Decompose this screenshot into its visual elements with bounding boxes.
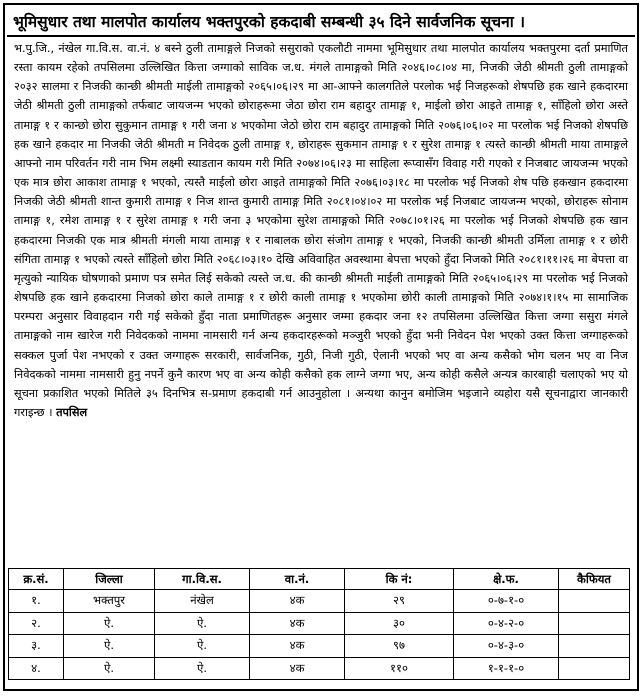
cell-district: ऐ. <box>64 612 155 635</box>
cell-district: ऐ. <box>64 657 155 680</box>
cell-remarks <box>559 590 630 613</box>
cell-district: भक्तपुर <box>64 590 155 613</box>
cell-area: १-१-१-० <box>454 657 559 680</box>
notice-title: भूमिसुधार तथा मालपोत कार्यालय भक्तपुरको हकदाबी सम्बन्धी ३५ दिने सार्वजनिक सूचना । <box>13 13 525 31</box>
notice-body <box>14 39 628 422</box>
header-ward: वा.नं. <box>250 569 345 590</box>
cell-ward: ४क <box>250 612 345 635</box>
header-area: क्षे.फ. <box>454 569 559 590</box>
cell-ward: ४क <box>250 590 345 613</box>
cell-area: ०-४-२-० <box>454 612 559 635</box>
cell-serial: ४. <box>9 657 64 680</box>
cell-plot-no: २९ <box>345 590 454 613</box>
header-remarks: कैफियत <box>559 569 630 590</box>
table-header-row <box>9 569 630 590</box>
cell-serial: २. <box>9 612 64 635</box>
title-divider <box>7 35 635 37</box>
cell-vdc: नंखेल <box>155 590 250 613</box>
cell-plot-no: ३० <box>345 612 454 635</box>
table-row <box>9 657 630 680</box>
cell-vdc: ऐ. <box>155 612 250 635</box>
header-district: जिल्ला <box>64 569 155 590</box>
cell-serial: ३. <box>9 635 64 658</box>
cell-ward: ४क <box>250 657 345 680</box>
header-serial: क्र.सं. <box>9 569 64 590</box>
table-row <box>9 590 630 613</box>
header-vdc: गा.वि.स. <box>155 569 250 590</box>
cell-ward: ४क <box>250 635 345 658</box>
cell-area: ०-७-१-० <box>454 590 559 613</box>
cell-area: ०-४-३-० <box>454 635 559 658</box>
cell-vdc: ऐ. <box>155 657 250 680</box>
notice-body-text: भ.पु.जि., नंखेल गा.वि.स. वा.नं. ४ बस्ने ठुली तामाङ्गले निजको ससुराको एकलौटी नाममा भूमिसुधार तथा मालपोत कार्यालय भक्तपुरमा दर्ता प्रमाणित रस्ता कायम रहेको तपसिलमा उल्लिखित कित्ता जग्गाको साविक ज.ध. मंगले तामाङ्गको मिति २०४६।०८।०४ मा, निजकी जेठी श्रीमती ठुली तामाङ्गको २०३२ सालमा र निजकी कान्छी श्रीमती माईली तामाङ्गको २०६५।०६।२९ मा आ-आफ्ने कालगतिले परलोक भई निजहरूको शेषपछि हक खाने हकदारमा जेठी श्रीमती ठुली तामाङ्गको तर्फबाट जायजन्म भएको छोराहरूमा जेठा छोरा राम बहादुर तामाङ्ग १, माईलो छोरा आइते तामाङ्ग १, साँहिलो छोरा अस्ते तामाङ्ग १ र कान्छो छोरा सुकुमान तामाङ्ग १ गरी जना ४ भएकोमा जेठो छोरा राम बहादुर तामाङ्गको मिति २०७६।०६।०२ मा परलोक भई निजको शेषपछि हक खाने हकदार मा निजकी जेठी श्रीमती म निवेदक ठुली तामाङ्ग १, छोराहरू सुकमान तामाङ्ग १ र सुरेश तामाङ्ग १ त्यस्ते कान्छी श्रीमती माया तामाङ्गले आफ्नो नाम परिवर्तन गरी नाम भिम लक्ष्मी स्याडतान कायम गरी मिति २०७४।०६।२३ मा साहिला रूप्वासँग विवाह गरी गएको र निजबाट जायजन्म भएको एक मात्र छोरा आकाश तामाङ्ग १ भएको, त्यस्तै माईलो छोरा आइते तामाङ्गको मिति २०७६।०३।१८ मा परलोक भई निजको शेष पछि हकखान हकदारमा निजकी जेठी श्रीमती शान्त कुमारी तामाङ्ग १ निज शान्त कुमारी तामाङ्ग मिति २०८१।०४।०२ मा परलोक भई निजबाट जायजन्म भएको, छोराहरू सोनाम तामाङ्ग १, रमेश तामाङ्ग १ र सुरेश तामाङ्ग १ गरी जना ३ भएकोमा सुरेश तामाङ्गको मिति २०७८।०१।२६ मा परलोक भई निजको शेषपछि हक खान हकदारमा निजकी एक मात्र श्रीमती मंगली माया तामाङ्ग १ र नाबालक छोरा संजोग तामाङ्ग १ भएको, निजकी कान्छी श्रीमती उर्मिला तामाङ्ग १ र छोरी संगिता तामाङ्ग १ भएको त्यस्ते साँहिलो छोरा मिति २०६८।०३।१० देखि अविवाहित अवस्थामा बेपत्ता भएको हुँदा निजको मिति २०८१।११।२६ मा बेपत्ता वा मृत्युको न्यायिक घोषणाको प्रमाण पत्र समेत लिई सकेको त्यस्ते ज.ध. की कान्छी श्रीमती माईली तामाङ्गको मिति २०६५।०६।२९ मा परलोक भई निजको शेषपछि हक खाने हकदारमा निजको छोरा काले तामाङ्ग १ र छोरी काली तामाङ्ग १ भएकोमा छोरी काली तामाङ्गको मिति २०७४।१।१५ मा सामाजिक परम्परा अनुसार विवाहदान गरी गई सकेको हुँदा नाता प्रमाणितहरू अनुसार जम्मा हकदार जना १२ तपसिलमा उल्लिखित कित्ता जग्गा ससुरा मंगले तामाङ्गको नाम खारेज गरी निवेदकको नाममा नामसारी गर्न अन्य हकदारहरूको मञ्जुरी भएको हुँदा भनी निवेदन पेश भएको उक्त कित्ता जग्गाहरूको सक्कल पुर्जा पेश नभएको र उक्त जग्गाहरू सरकारी, सार्वजनिक, गुठी, निजी गुठी, ऐलानी भएको भए वा अन्य कसैको भोग चलन भए वा निज निवेदकको नाममा नामसारी हुनु नपर्ने कुनै कारण भए वा अन्य कोही कसैको हक लाग्ने जग्गा भए, अन्य कोही कसैले अन्यत्र कारबाही चलाएको भए यो सूचना प्रकाशित भएको मितिले ३५ दिनभित्र स-प्रमाण हकदाबी गर्न आउनुहोला । अन्यथा कानुन बमोजिम भइजाने व्यहोरा यसै सूचनाद्वारा जानकारी गराइन्छ । <box>14 42 628 419</box>
tapsil-label: तपसिल <box>56 405 88 419</box>
cell-serial: १. <box>9 590 64 613</box>
cell-remarks <box>559 635 630 658</box>
table-row <box>9 635 630 658</box>
table-row <box>9 612 630 635</box>
cell-remarks <box>559 657 630 680</box>
cell-plot-no: ११० <box>345 657 454 680</box>
cell-plot-no: ९७ <box>345 635 454 658</box>
cell-vdc: ऐ. <box>155 635 250 658</box>
cell-remarks <box>559 612 630 635</box>
land-parcel-table <box>8 568 630 680</box>
cell-district: ऐ. <box>64 635 155 658</box>
header-plot-no: कि नं: <box>345 569 454 590</box>
